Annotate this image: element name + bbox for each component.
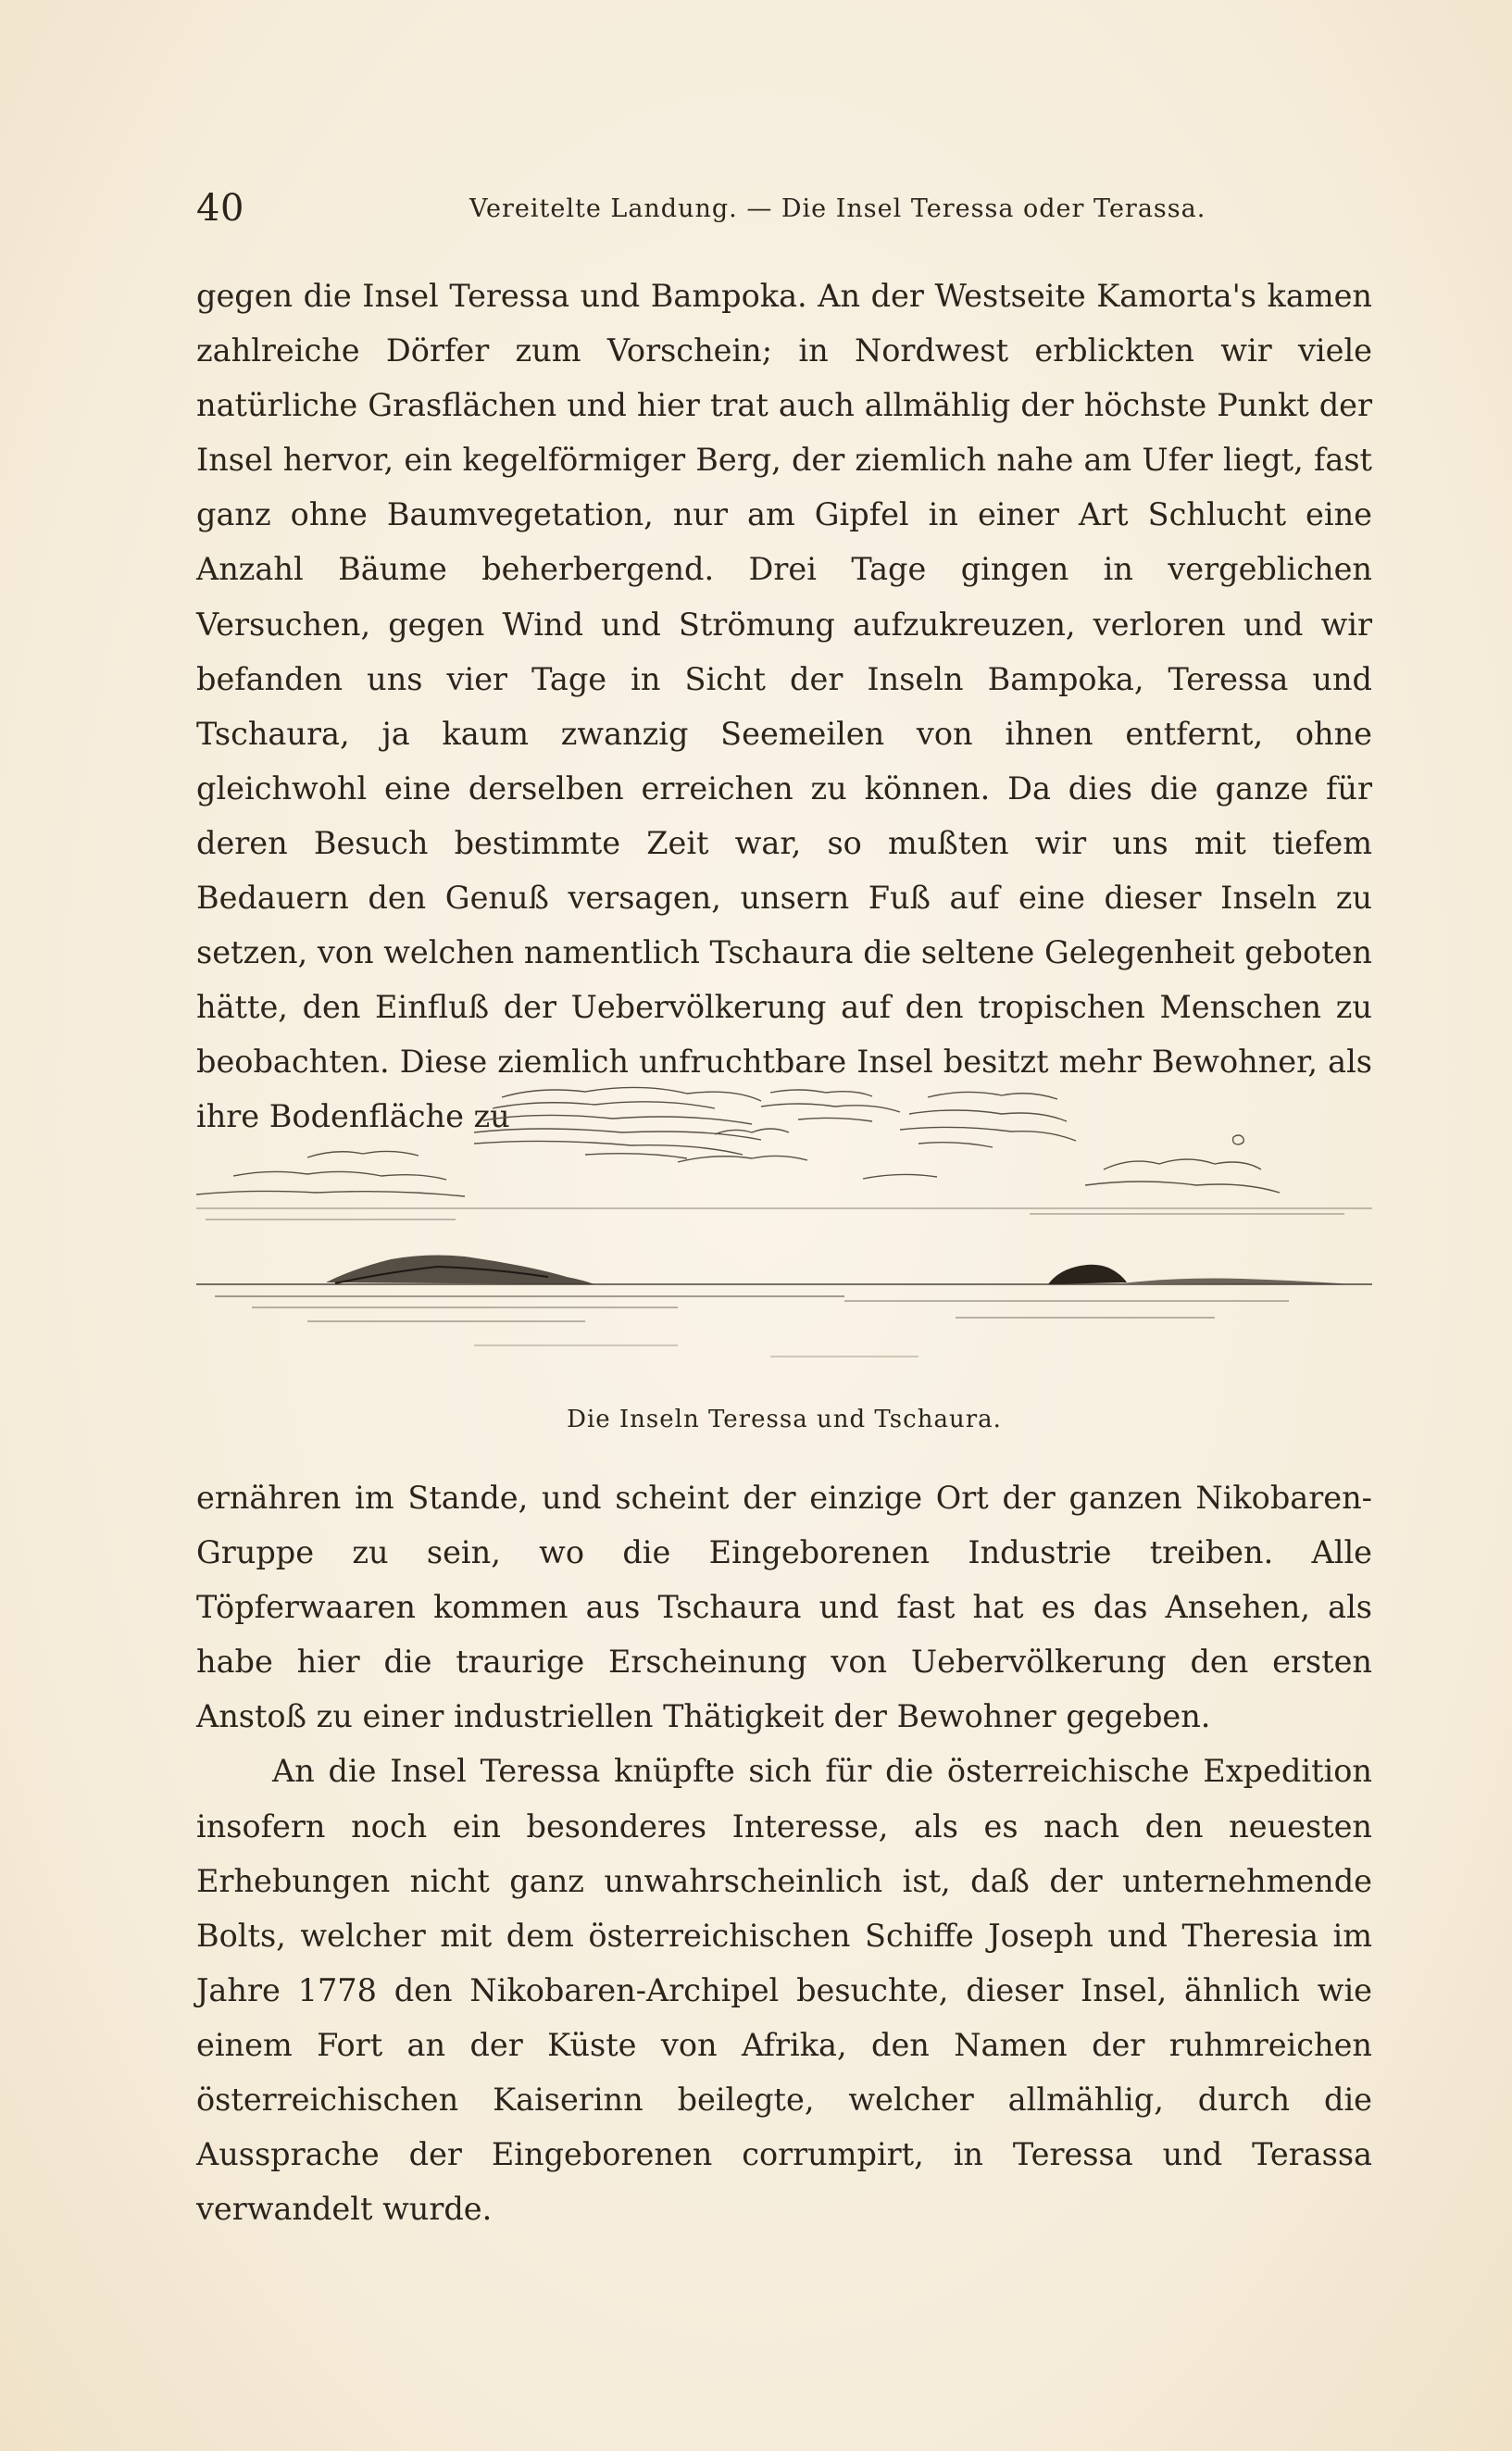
island-tschaura [1048, 1265, 1354, 1284]
islands-engraving [196, 1079, 1372, 1380]
paragraph-teressa: An die Insel Teressa knüpfte sich für die österreichische Expedition insofern noch ein besonderes Interesse, als es nach den neuesten Erhebungen nicht ganz unwahrscheinlich ist, daß der unternehmende Bolts, welcher mit dem österreichischen Schiffe Joseph und Theresia im Jahre 1778 den Nikobaren-Archipel besuchte, dieser Insel, ähnlich wie einem Fort an der Küste von Afrika, den Namen der ruhmreichen österreichischen Kaiserinn beilegte, welcher allmählig, durch die Aussprache der Eingeborenen corrumpirt, in Teressa und Terassa verwandelt wurde. [196, 1753, 1372, 2228]
cloud-group [196, 1087, 1280, 1196]
sea-lines [196, 1284, 1372, 1357]
running-head: Vereitelte Landung. — Die Insel Teressa oder Terassa. [469, 194, 1206, 223]
paragraph-industry: ernähren im Stande, und scheint der einzige Ort der ganzen Nikobaren-Gruppe zu sein, wo die Eingeborenen Industrie treiben. Alle Töpferwaaren kommen aus Tschaura und fast hat es das Ansehen, als habe hier die traurige Erscheinung von Uebervölkerung den ersten Anstoß zu einer industriellen Thätigkeit der Bewohner gegeben. [196, 1480, 1372, 1735]
paragraph-continuation: gegen die Insel Teressa und Bampoka. An der Westseite Kamorta's kamen zahlreiche Dörfer zum Vorschein; in Nordwest erblickten wir viele natürliche Grasflächen und hier trat auch allmählig der höchste Punkt der Insel hervor, ein kegelförmiger Berg, der ziemlich nahe am Ufer liegt, fast ganz ohne Baumvegetation, nur am Gipfel in einer Art Schlucht eine Anzahl Bäume beherbergend. Drei Tage gingen in vergeblichen Versuchen, gegen Wind und Strömung aufzukreuzen, verloren und wir befanden uns vier Tage in Sicht der Inseln Bampoka, Teressa und Tschaura, ja kaum zwanzig Seemeilen von ihnen entfernt, ohne gleichwohl eine derselben erreichen zu können. Da dies die ganze für deren Besuch bestimmte Zeit war, so mußten wir uns mit tiefem Bedauern den Genuß versagen, unsern Fuß auf eine dieser Inseln zu setzen, von welchen namentlich Tschaura die seltene Gelegenheit geboten hätte, den Einfluß der Uebervölkerung auf den tropischen Menschen zu beobachten. Diese ziemlich unfruchtbare Insel besitzt mehr Bewohner, als ihre Bodenfläche zu [196, 278, 1372, 1135]
page-header [196, 187, 1391, 233]
text-block-bottom [196, 1470, 1372, 2236]
page-number: 40 [196, 187, 244, 230]
text-block-top [196, 269, 1372, 1144]
figure-caption: Die Inseln Teressa und Tschaura. [567, 1406, 1002, 1433]
island-teressa [326, 1256, 594, 1284]
landscape-illustration [196, 1079, 1372, 1380]
